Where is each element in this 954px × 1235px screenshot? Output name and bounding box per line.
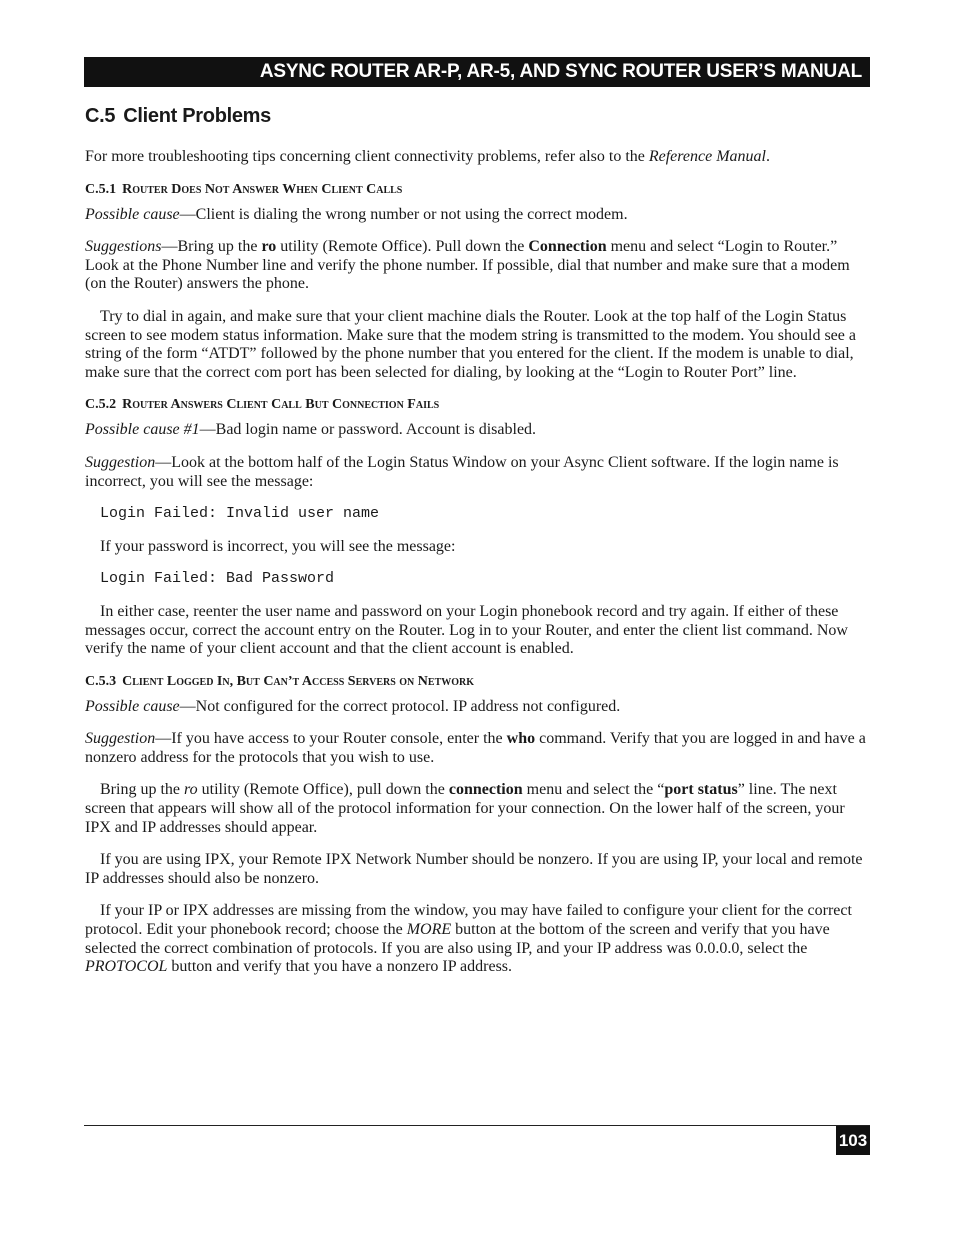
footer-rule <box>84 1125 870 1126</box>
subsection-heading-c52: C.5.2 Router Answers Client Call But Connection Fails <box>85 397 440 413</box>
subsection-heading-c53: C.5.3 Client Logged In, But Can’t Access Servers on Network <box>85 673 475 689</box>
section-title: Client Problems <box>123 105 271 127</box>
c51-paragraph: Try to dial in again, and make sure that your client machine dials the Router. Look at the top half of the Login Status screen to see modem status information. Make sure that the modem string is transmitted to the modem. You should see a string of the form “ATDT” followed by the phone number that you entered for the client. If the modem is unable to dial, make sure that the correct com port has been selected for dialing, by looking at the “Login to Router Port” line. <box>85 307 856 381</box>
c52-cause: Possible cause #1—Bad login name or password. Account is disabled. <box>85 421 537 439</box>
reference-manual-title: Reference Manual <box>648 148 766 165</box>
c53-ro-paragraph: Bring up the ro utility (Remote Office), pull down the connection menu and select the “port status” line. The next screen that appears will show all of the protocol information for your connection. On the lower half of the screen, your IPX and IP addresses should appear. <box>85 781 845 836</box>
page-number: 103 <box>836 1126 870 1155</box>
c52-password-paragraph: If your password is incorrect, you will see the message: <box>100 537 456 555</box>
c53-ipx-paragraph: If you are using IPX, your Remote IPX Network Number should be nonzero. If you are using IP, your local and remote IP addresses should also be nonzero. <box>85 851 863 887</box>
c53-suggestion: Suggestion—If you have access to your Router console, enter the who command. Verify that you are logged in and have a nonzero address for the protocols that you wish to use. <box>85 730 866 766</box>
c51-suggestion: Suggestions—Bring up the ro utility (Remote Office). Pull down the Connection menu and select “Login to Router.” Look at the Phone Number line and verify the phone number. If possible, dial that number and make sure that a modem (on the Router) answers the phone. <box>85 238 850 293</box>
c51-cause: Possible cause—Client is dialing the wrong number or not using the correct modem. <box>85 205 628 223</box>
code-invalid-user: Login Failed: Invalid user name <box>100 505 380 523</box>
subsection-heading-c51: C.5.1 Router Does Not Answer When Client Calls <box>85 181 403 197</box>
running-header <box>84 57 870 87</box>
section-number: C.5 <box>85 105 116 127</box>
c53-missing-paragraph: If your IP or IPX addresses are missing from the window, you may have failed to configure your client for the correct protocol. Edit your phonebook record; choose the MORE button at the bottom of the screen and verify that you have selected the correct combination of protocols. If you are also using IP, and your IP address was 0.0.0.0, select the PROTOCOL button and verify that you have a nonzero IP address. <box>85 902 852 976</box>
c52-paragraph: In either case, reenter the user name and password on your Login phonebook record and try again. If either of these messages occur, correct the account entry on the Router. Log in to your Router, and enter the client list command. Now verify the name of your client account and that the client account is enabled. <box>85 602 848 658</box>
c52-suggestion: Suggestion—Look at the bottom half of the Login Status Window on your Async Client software. If the login name is incorrect, you will see the message: <box>85 453 839 490</box>
section-heading <box>85 100 870 132</box>
c53-cause: Possible cause—Not configured for the correct protocol. IP address not configured. <box>85 697 621 715</box>
running-header-title: ASYNC ROUTER AR-P, AR-5, AND SYNC ROUTER USER’S MANUAL <box>259 61 862 82</box>
intro-paragraph: For more troubleshooting tips concerning client connectivity problems, refer also to the Reference Manual. <box>85 148 770 165</box>
page-body <box>85 100 870 991</box>
code-bad-password: Login Failed: Bad Password <box>100 570 335 588</box>
